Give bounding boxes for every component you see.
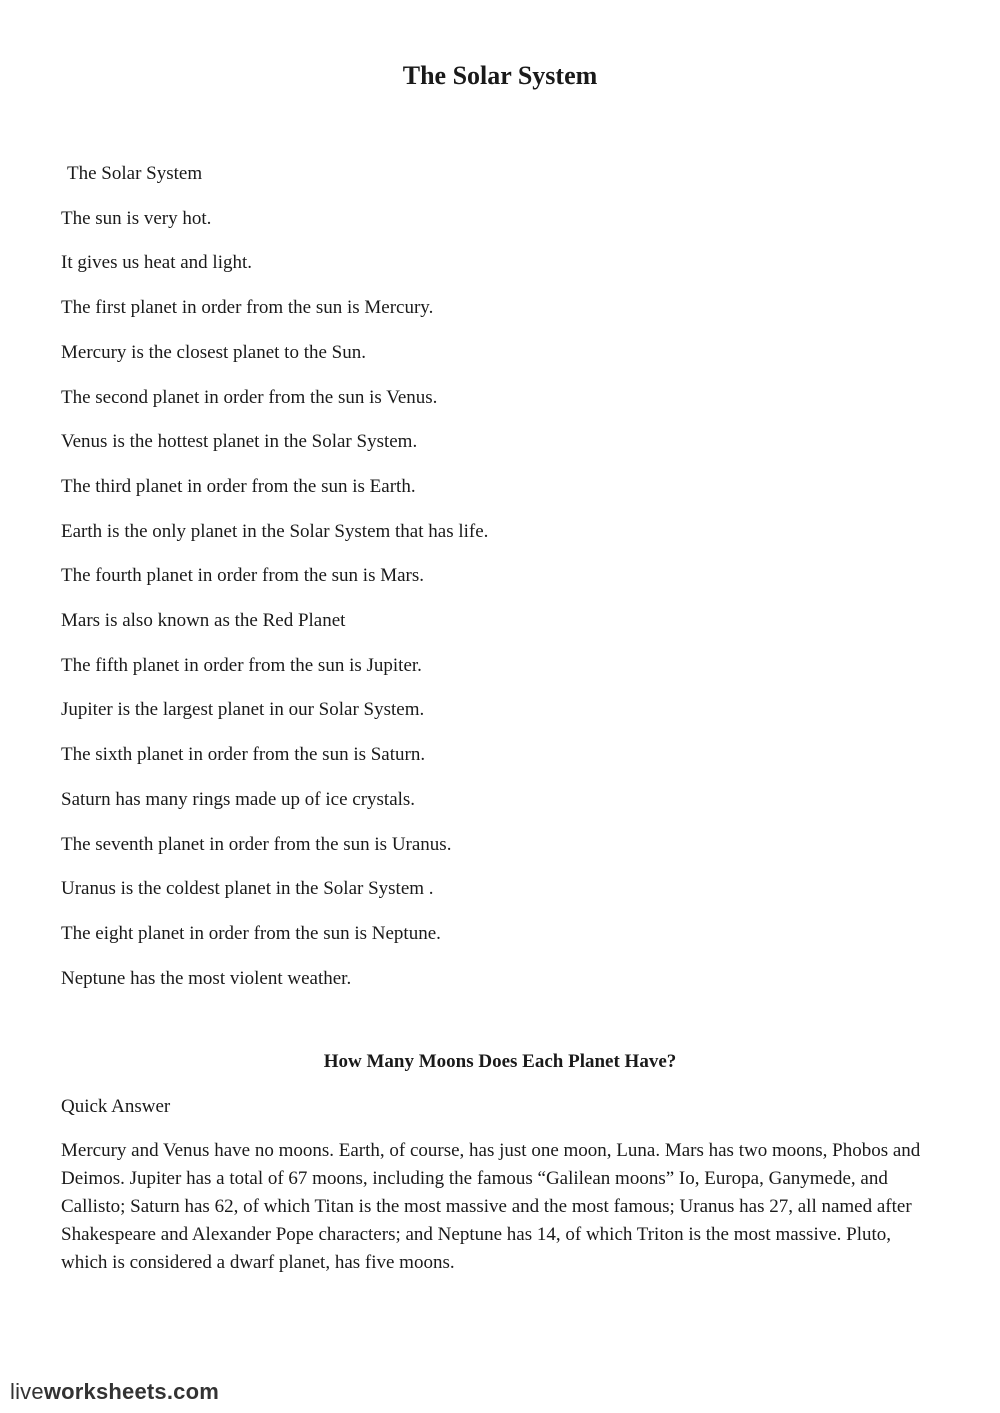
passage-line: The first planet in order from the sun is Mercury. (61, 297, 434, 319)
passage-line: The third planet in order from the sun is Earth. (61, 475, 416, 497)
passage-line: Mercury is the closest planet to the Sun. (61, 341, 366, 363)
passage-line: The fifth planet in order from the sun is Jupiter. (61, 654, 422, 676)
passage-line: The eight planet in order from the sun is Neptune. (61, 922, 441, 944)
passage-line: The fourth planet in order from the sun is Mars. (61, 565, 425, 587)
moons-heading: How Many Moons Does Each Planet Have? (323, 1051, 677, 1072)
passage-line: Jupiter is the largest planet in our Solar System. (61, 699, 425, 721)
passage-line: It gives us heat and light. (61, 252, 253, 274)
reading-passage (61, 152, 921, 1001)
passage-line: Saturn has many rings made up of ice crystals. (61, 788, 416, 810)
passage-line: The second planet in order from the sun is Venus. (61, 386, 438, 408)
quick-answer-label: Quick Answer (61, 1096, 171, 1117)
passage-line: Venus is the hottest planet in the Solar System. (61, 431, 418, 453)
passage-line: The sixth planet in order from the sun is Saturn. (61, 744, 426, 766)
liveworksheets-logo (10, 1378, 219, 1406)
page-title: The Solar System (402, 61, 598, 90)
passage-line: Mars is also known as the Red Planet (61, 610, 346, 632)
logo-text-light: live (10, 1379, 44, 1404)
passage-subtitle: The Solar System (67, 163, 203, 184)
passage-line: The seventh planet in order from the sun is Uranus. (61, 833, 452, 855)
moons-paragraph: Mercury and Venus have no moons. Earth, of course, has just one moon, Luna. Mars has two moons, Phobos and Deimos. Jupiter has a total of 67 moons, including the famous “Galilean moons” Io, Europa, Ganymede, and Callisto; Saturn has 62, of which Titan is the most massive and the most famous; Uranus has 27, all named after Shakespeare and Alexander Pope characters; and Neptune has 14, of which Triton is the most massive. Pluto, which is considered a dwarf planet, has five moons. (61, 1140, 921, 1273)
passage-line: The sun is very hot. (61, 207, 212, 229)
passage-line: Uranus is the coldest planet in the Solar System . (61, 878, 434, 900)
logo-text-bold: worksheets.com (43, 1379, 220, 1404)
passage-line: Neptune has the most violent weather. (61, 967, 352, 989)
passage-line: Earth is the only planet in the Solar System that has life. (61, 520, 489, 542)
